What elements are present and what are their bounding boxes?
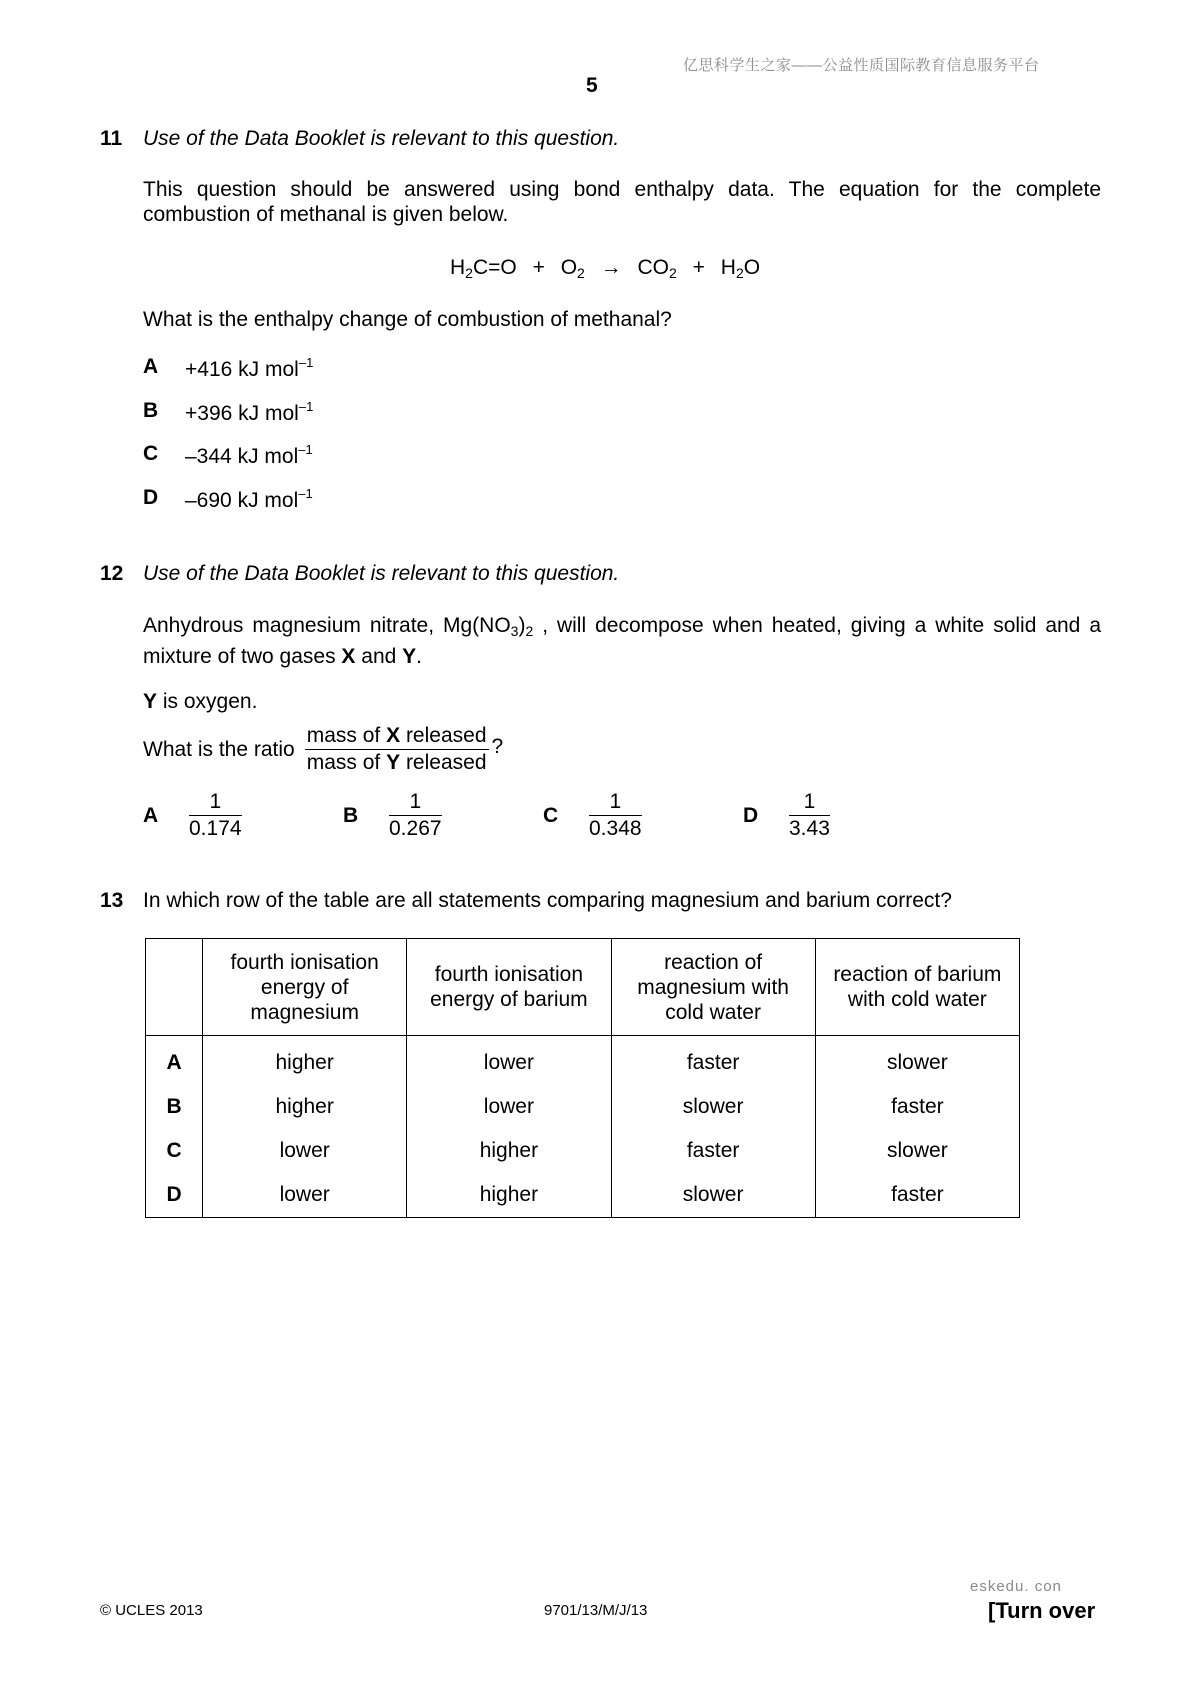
comparison-table — [145, 938, 1020, 1218]
q11-option-b: B +396 kJ mol$^{-1}$ — [143, 399, 314, 425]
q12-option-a: A $\frac{1}{0.174}$ — [143, 790, 242, 840]
table-cell: lower — [407, 1085, 611, 1129]
table-cell: lower — [203, 1173, 407, 1218]
table-cell: higher — [407, 1173, 611, 1218]
page-number: 5 — [586, 74, 598, 97]
table-cell: faster — [815, 1173, 1019, 1218]
q11-number: 11 — [100, 127, 123, 150]
footer-watermark: eskedu. con — [970, 1578, 1062, 1595]
q11-option-a: A +416 kJ mol$^{-1}$ — [143, 355, 314, 381]
q12-option-d: D $\frac{1}{3.43}$ — [743, 790, 830, 840]
row-label: B — [146, 1085, 203, 1129]
q11-text: This question should be answered using bond enthalpy data. The equation for the complete combustion of methanal is given below. — [143, 178, 1101, 226]
table-cell: slower — [815, 1036, 1019, 1086]
table-cell: faster — [611, 1129, 815, 1173]
table-row — [146, 1036, 1020, 1086]
table-cell: faster — [815, 1085, 1019, 1129]
table-cell: lower — [203, 1129, 407, 1173]
q11-intro: Use of the Data Booklet is relevant to this question. — [143, 127, 620, 150]
table-header-empty — [146, 939, 203, 1036]
q12-text: Anhydrous magnesium nitrate, $Mg(NO_3)_2$ , will decompose when heated, giving a white solid and a mixture of two gases X and Y. — [143, 614, 1101, 668]
table-cell: higher — [203, 1085, 407, 1129]
table-row — [146, 1173, 1020, 1218]
turn-over: [Turn over — [988, 1598, 1096, 1623]
q12-ratio: What is the ratio $\frac{\text{mass of X released}}{\text{mass of Y released}}$ ? — [143, 724, 504, 774]
table-cell: higher — [407, 1129, 611, 1173]
table-row — [146, 1085, 1020, 1129]
q11-question: What is the enthalpy change of combustion of methanal? — [143, 308, 672, 331]
q13-question: In which row of the table are all statements comparing magnesium and barium correct? — [143, 889, 952, 912]
footer-copyright: © UCLES 2013 — [100, 1602, 203, 1619]
table-cell: slower — [611, 1085, 815, 1129]
table-header-cell: reaction of barium with cold water — [815, 939, 1019, 1036]
q12-option-c: C $\frac{1}{0.348}$ — [543, 790, 642, 840]
q12-number: 12 — [100, 562, 124, 585]
table-header-cell: fourth ionisation energy of barium — [407, 939, 611, 1036]
table-cell: higher — [203, 1036, 407, 1086]
q12-option-b: B $\frac{1}{0.267}$ — [343, 790, 442, 840]
q12-intro: Use of the Data Booklet is relevant to this question. — [143, 562, 620, 585]
reaction-arrow-icon: → — [600, 256, 622, 279]
q12-y-statement: Y is oxygen. — [143, 690, 258, 713]
table-header-row — [146, 939, 1020, 1036]
table-cell: lower — [407, 1036, 611, 1086]
table-row — [146, 1129, 1020, 1173]
table-header-cell: fourth ionisation energy of magnesium — [203, 939, 407, 1036]
table-cell: slower — [611, 1173, 815, 1218]
q11-option-d: D –690 kJ mol$^{-1}$ — [143, 486, 313, 512]
ratio-fraction: $\frac{\text{mass of X released}}{\text{mass of Y released}}$ — [306, 724, 487, 774]
header-watermark: 亿思科学生之家——公益性质国际教育信息服务平台 — [683, 57, 1040, 74]
table-header-cell: reaction of magnesium with cold water — [611, 939, 815, 1036]
row-label: C — [146, 1129, 203, 1173]
q13-number: 13 — [100, 889, 124, 912]
q11-option-c: C –344 kJ mol$^{-1}$ — [143, 442, 313, 468]
table-cell: slower — [815, 1129, 1019, 1173]
q11-equation: $H_2C=O + O_2 \to CO_2 + H_2O$ — [450, 256, 761, 281]
row-label: D — [146, 1173, 203, 1218]
row-label: A — [146, 1036, 203, 1086]
table-cell: faster — [611, 1036, 815, 1086]
footer-code: 9701/13/M/J/13 — [544, 1602, 648, 1619]
